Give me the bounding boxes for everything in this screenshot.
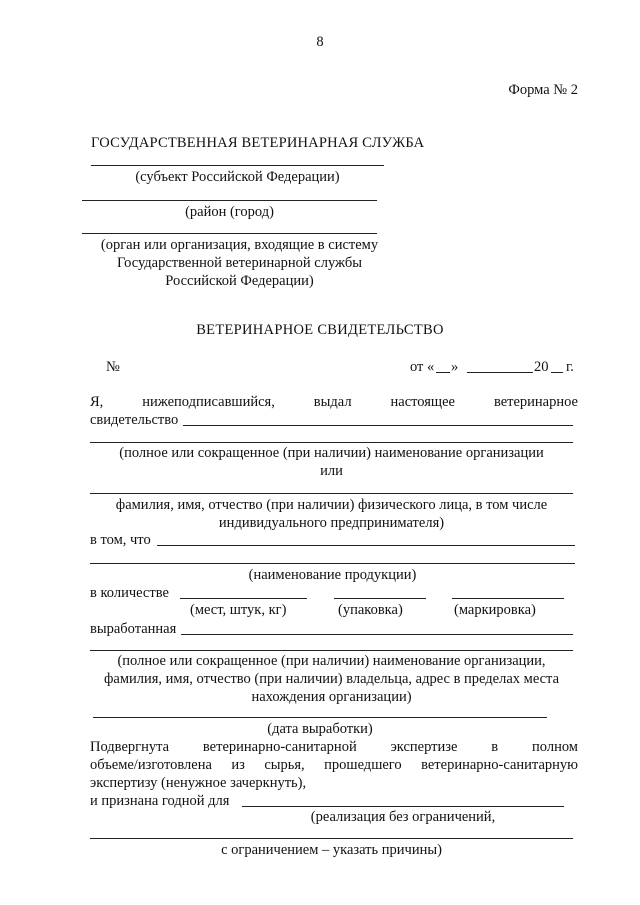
- marking-field[interactable]: [452, 598, 564, 599]
- person-field[interactable]: [90, 493, 573, 494]
- packing-caption: (упаковка): [338, 602, 403, 618]
- intro-word: настоящее: [390, 394, 455, 410]
- district-caption: (район (город): [185, 204, 274, 220]
- exam-word: прошедшего: [324, 757, 402, 773]
- producer-caption-1: (полное или сокращенное (при наличии) наименование организации,: [117, 653, 546, 669]
- product-caption: (наименование продукции): [248, 567, 417, 583]
- exam-word: полном: [532, 739, 578, 755]
- person-caption-2: индивидуального предпринимателя): [218, 515, 445, 531]
- intro-word: ветеринарное: [493, 394, 578, 410]
- producer-caption-3: нахождения организации): [251, 689, 412, 705]
- district-line: [82, 200, 377, 201]
- restriction-caption: с ограничением – указать причины): [221, 842, 442, 858]
- realization-caption: (реализация без ограничений,: [310, 809, 496, 825]
- date-year-prefix: 20: [534, 359, 549, 375]
- exam-word: сырья,: [264, 757, 305, 773]
- org-name-caption-1: (полное или сокращенное (при наличии) наименование организации: [119, 445, 544, 461]
- units-caption: (мест, штук, кг): [190, 602, 287, 618]
- exam-word: из: [231, 757, 245, 773]
- date-quote-close: »: [451, 359, 459, 375]
- exam-line-1: [90, 738, 578, 756]
- that-label: в том, что: [90, 532, 151, 548]
- date-day-field[interactable]: [436, 372, 450, 373]
- exam-line-2: [90, 756, 578, 774]
- exam-word: экспертизе: [390, 739, 458, 755]
- marking-caption: (маркировка): [454, 602, 536, 618]
- exam-word: ветеринарно-санитарную: [421, 757, 578, 773]
- document-title: ВЕТЕРИНАРНОЕ СВИДЕТЕЛЬСТВО: [196, 322, 444, 338]
- production-date-caption: (дата выработки): [267, 721, 373, 737]
- production-date-field[interactable]: [93, 717, 547, 718]
- org-line: [82, 233, 377, 234]
- subject-caption: (субъект Российской Федерации): [135, 169, 340, 185]
- produced-label: выработанная: [90, 621, 177, 637]
- product-field[interactable]: [90, 563, 575, 564]
- page-number: 8: [316, 34, 324, 50]
- intro-line: [90, 393, 578, 411]
- fit-field[interactable]: [242, 806, 564, 807]
- produced-field[interactable]: [181, 634, 573, 635]
- quantity-units-field[interactable]: [180, 598, 307, 599]
- that-field[interactable]: [157, 545, 575, 546]
- date-from-label: от «: [410, 359, 435, 375]
- form-label: Форма № 2: [508, 82, 578, 98]
- exam-word: Подвергнута: [90, 739, 170, 755]
- date-month-field[interactable]: [467, 372, 533, 373]
- exam-line-3: экспертизу (ненужное зачеркнуть),: [90, 775, 307, 791]
- certificate-label: свидетельство: [90, 412, 179, 428]
- producer-field[interactable]: [90, 650, 573, 651]
- packing-field[interactable]: [334, 598, 426, 599]
- intro-word: выдал: [313, 394, 352, 410]
- intro-word: нижеподписавшийся,: [142, 394, 275, 410]
- date-year-field[interactable]: [551, 372, 563, 373]
- number-label: №: [106, 359, 120, 375]
- date-year-suffix: г.: [566, 359, 574, 375]
- certificate-field[interactable]: [183, 425, 573, 426]
- subject-line: [91, 165, 384, 166]
- service-title: ГОСУДАРСТВЕННАЯ ВЕТЕРИНАРНАЯ СЛУЖБА: [91, 135, 425, 151]
- person-caption-1: фамилия, имя, отчество (при наличии) физического лица, в том числе: [115, 497, 548, 513]
- org-name-field[interactable]: [90, 442, 573, 443]
- intro-word: Я,: [90, 394, 104, 410]
- restriction-field[interactable]: [90, 838, 573, 839]
- producer-caption-2: фамилия, имя, отчество (при наличии) владельца, адрес в пределах места: [103, 671, 560, 687]
- org-caption-3: Российской Федерации): [165, 273, 314, 289]
- fit-label: и признана годной для: [90, 793, 230, 809]
- org-caption-1: (орган или организация, входящие в систему: [100, 237, 379, 253]
- exam-word: ветеринарно-санитарной: [202, 739, 357, 755]
- org-name-caption-2: или: [320, 463, 343, 479]
- exam-word: в: [491, 739, 499, 755]
- quantity-label: в количестве: [90, 585, 169, 601]
- exam-word: объеме/изготовлена: [90, 757, 212, 773]
- org-caption-2: Государственной ветеринарной службы: [117, 255, 362, 271]
